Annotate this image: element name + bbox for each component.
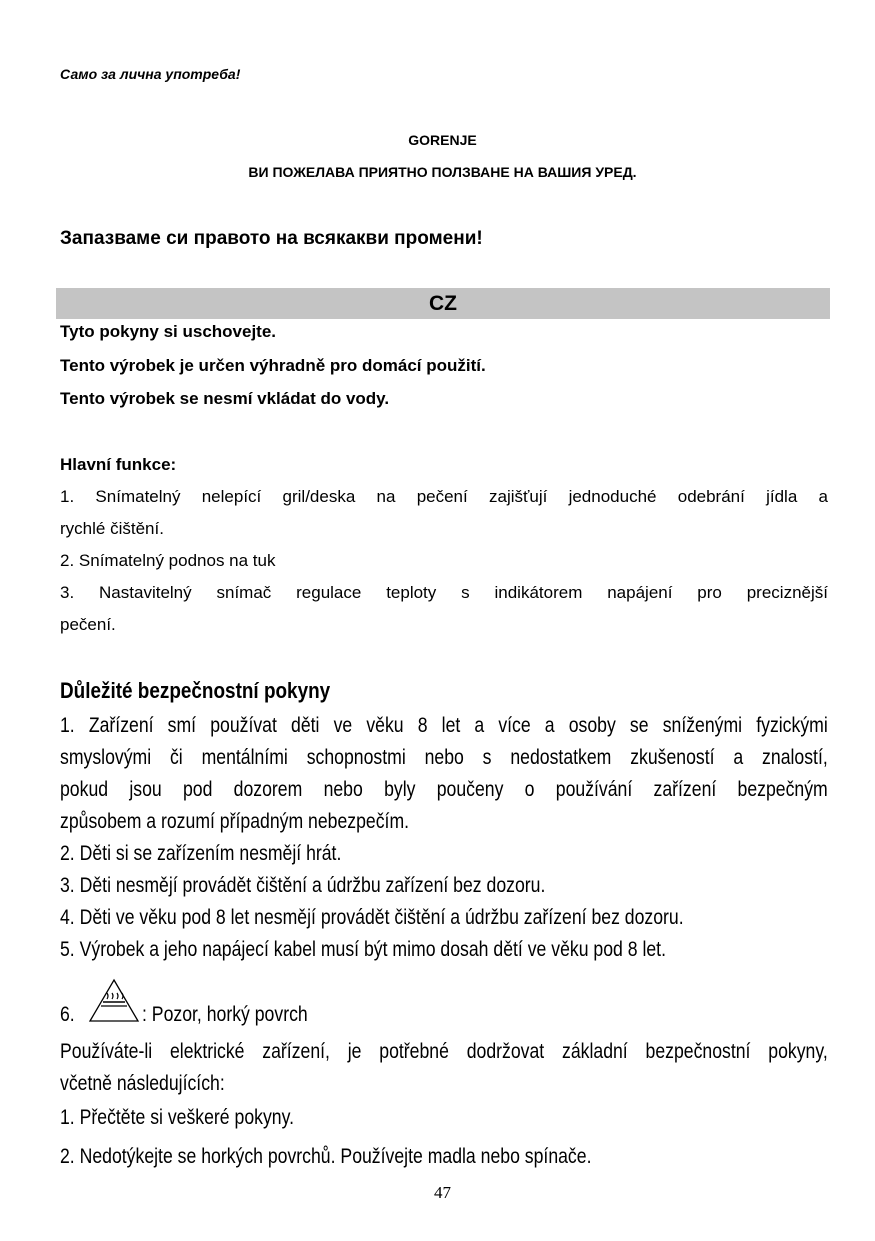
feature-1-line-2: rychlé čištění. (60, 519, 164, 538)
general-safety (60, 1036, 828, 1173)
language-section-bar: CZ (56, 288, 830, 319)
safety-3: 3. Děti nesmějí provádět čištění a údržbu zařízení bez dozoru. (60, 874, 546, 897)
general-item-2: 2. Nedotýkejte se horkých povrchů. Používejte madla nebo spínače. (60, 1145, 592, 1168)
safety-1-line-2: smyslovými či mentálními schopnostmi nebo s nedostatkem zkušeností a znalostí, (60, 746, 828, 769)
safety-5: 5. Výrobek a jeho napájecí kabel musí být mimo dosah dětí ve věku pod 8 let. (60, 938, 666, 961)
brand-wish: ВИ ПОЖЕЛАВА ПРИЯТНО ПОЛЗВАНЕ НА ВАШИЯ УРЕД. (248, 164, 637, 180)
intro-line-2: Tento výrobek je určen výhradně pro domácí použití. (60, 356, 486, 375)
safety-1-line-1: 1. Zařízení smí používat děti ve věku 8 let a více a osoby se sníženými fyzickými (60, 714, 828, 737)
safety-2: 2. Děti si se zařízením nesmějí hrát. (60, 842, 342, 865)
intro-line-1: Tyto pokyny si uschovejte. (60, 322, 277, 341)
page-number: 47 (434, 1183, 451, 1202)
feature-2: 2. Snímatelný podnos na tuk (60, 551, 276, 570)
intro-line-3: Tento výrobek se nesmí vkládat do vody. (60, 389, 390, 408)
personal-use-note: Само за лична употреба! (60, 66, 241, 82)
hot-surface-warning-icon (88, 978, 140, 1024)
safety-6-number: 6. (60, 1003, 75, 1026)
safety-list (60, 710, 828, 966)
safety-title: Důležité bezpečnostní pokyny (60, 678, 331, 703)
safety-4: 4. Děti ve věku pod 8 let nesmějí provádět čištění a údržbu zařízení bez dozoru. (60, 906, 684, 929)
brand-name: GORENJE (408, 132, 477, 148)
feature-3-line-1: 3. Nastavitelný snímač regulace teploty s indikátorem napájení pro preciznější (60, 583, 828, 602)
features-list (60, 481, 828, 641)
safety-6-text: : Pozor, horký povrch (142, 1003, 308, 1026)
feature-1-line-1: 1. Snímatelný nelepící gril/deska na pečení zajišťují jednoduché odebrání jídla a (60, 487, 828, 506)
safety-1-line-3: pokud jsou pod dozorem nebo byly poučeny o používání zařízení bezpečným (60, 778, 828, 801)
feature-3-line-2: pečení. (60, 615, 116, 634)
general-item-1: 1. Přečtěte si veškeré pokyny. (60, 1106, 295, 1129)
rights-reserved-note: Запазваме си правото на всякакви промени! (60, 228, 483, 249)
safety-1-line-4: způsobem a rozumí případným nebezpečím. (60, 810, 410, 833)
features-title: Hlavní funkce: (60, 455, 177, 474)
general-line-2: včetně následujících: (60, 1072, 225, 1095)
general-line-1: Používáte-li elektrické zařízení, je potřebné dodržovat základní bezpečnostní pokyny, (60, 1040, 828, 1063)
